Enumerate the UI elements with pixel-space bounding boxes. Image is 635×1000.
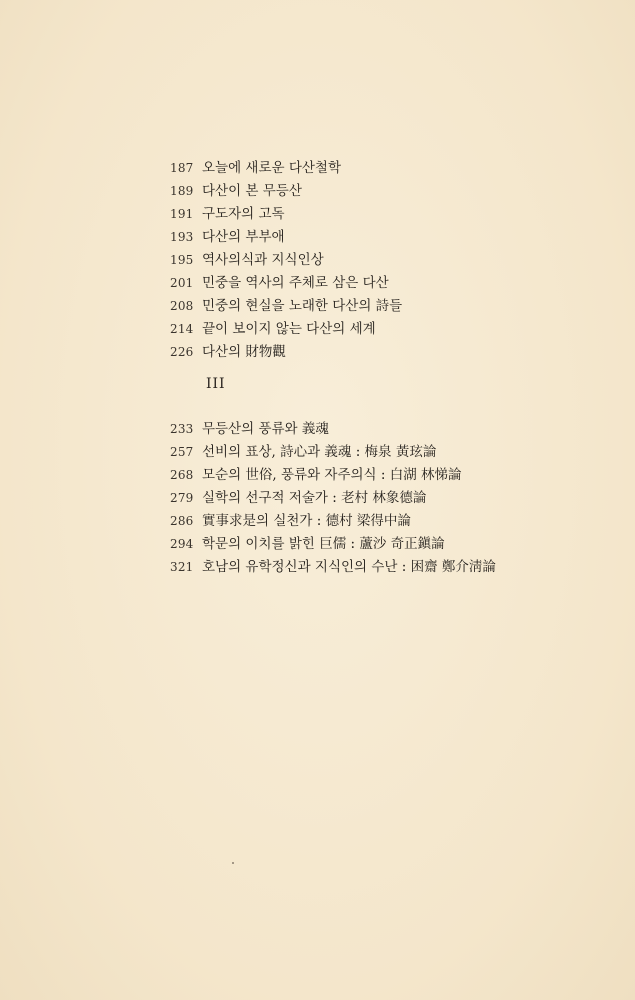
toc-section-one	[170, 157, 610, 364]
toc-entry	[170, 441, 610, 464]
toc-title: 모순의 世俗, 풍류와 자주의식 : 白湖 林悌論	[202, 467, 462, 483]
toc-entry	[170, 157, 610, 180]
toc-title: 다산의 財物觀	[202, 344, 286, 360]
toc-entry	[170, 341, 610, 364]
toc-entry	[170, 418, 610, 441]
ink-speck	[232, 862, 234, 864]
toc-entry	[170, 272, 610, 295]
toc-title: 실학의 선구적 저술가 : 老村 林象德論	[202, 490, 427, 506]
toc-title: 끝이 보이지 않는 다산의 세계	[202, 321, 376, 337]
toc-page-number: 321	[170, 560, 194, 574]
toc-title: 호남의 유학정신과 지식인의 수난 : 困齋 鄭介淸論	[202, 559, 496, 575]
toc-entry	[170, 203, 610, 226]
section-heading: III	[206, 376, 226, 392]
toc-page-number: 214	[170, 322, 194, 336]
toc-title: 역사의식과 지식인상	[202, 252, 324, 268]
toc-page-number: 195	[170, 253, 194, 267]
toc-page-number: 268	[170, 468, 194, 482]
toc-page-number: 294	[170, 537, 194, 551]
toc-page-number: 193	[170, 230, 194, 244]
toc-title: 구도자의 고독	[202, 206, 285, 222]
toc-page-number: 286	[170, 514, 194, 528]
toc-page-number: 201	[170, 276, 194, 290]
toc-page-number: 208	[170, 299, 194, 313]
toc-entry	[170, 295, 610, 318]
toc-page-number: 189	[170, 184, 194, 198]
toc-page-number: 279	[170, 491, 194, 505]
toc-title: 선비의 표상, 詩心과 義魂 : 梅泉 黃玹論	[202, 444, 437, 460]
toc-entry	[170, 510, 610, 533]
toc-entry	[170, 318, 610, 341]
toc-title: 實事求是의 실천가 : 德村 梁得中論	[202, 513, 411, 529]
toc-title: 다산이 본 무등산	[202, 183, 302, 199]
toc-page-number: 257	[170, 445, 194, 459]
toc-entry	[170, 464, 610, 487]
toc-entry	[170, 180, 610, 203]
toc-entry	[170, 226, 610, 249]
toc-entry	[170, 533, 610, 556]
toc-page-number: 187	[170, 161, 194, 175]
toc-title: 다산의 부부애	[202, 229, 285, 245]
toc-title: 민중의 현실을 노래한 다산의 詩들	[202, 298, 403, 314]
toc-title: 민중을 역사의 주체로 삼은 다산	[202, 275, 389, 291]
toc-page-number: 191	[170, 207, 194, 221]
toc-entry	[170, 249, 610, 272]
toc-section-two	[170, 418, 610, 579]
toc-page-number: 226	[170, 345, 194, 359]
toc-title: 학문의 이치를 밝힌 巨儒 : 蘆沙 奇正鎭論	[202, 536, 445, 552]
toc-title: 오늘에 새로운 다산철학	[202, 160, 341, 176]
toc-page-number: 233	[170, 422, 194, 436]
toc-entry	[170, 487, 610, 510]
toc-title: 무등산의 풍류와 義魂	[202, 421, 329, 437]
toc-entry	[170, 556, 610, 579]
